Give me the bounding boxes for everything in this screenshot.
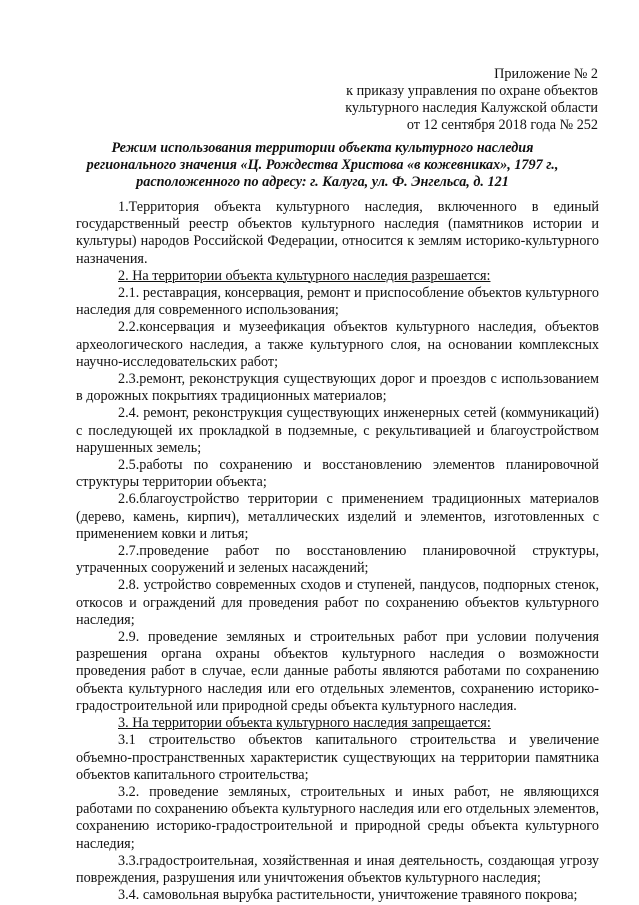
paragraph-2-1: 2.1. реставрация, консервация, ремонт и приспособление объектов культурного наследия для современного использования; [76,285,599,319]
paragraph-1: 1.Территория объекта культурного наследия, включенного в единый государственный реестр объектов культурного наследия (памятников истории и культуры) народов Российской Федерации, относится к землям историко-культурного назначения. [76,199,599,267]
document-body [76,199,599,904]
document-title: Режим использования территории объекта культурного наследия регионального значения «Ц. Рождества Христова «в кожевниках», 1797 г., расположенного по адресу: г. Калуга, ул. Ф. Энгельса, д. 121 [86,140,559,190]
paragraph-2-5: 2.5.работы по сохранению и восстановлению элементов планировочной структуры территории объекта; [76,457,599,491]
section-2-heading: 2. На территории объекта культурного наследия разрешается: [118,267,491,284]
paragraph-2-6: 2.6.благоустройство территории с применением традиционных материалов (дерево, камень, кирпич), металлических изделий и элементов, изготовленных с применением ковки и литья; [76,491,599,542]
annex-order-line: к приказу управления по охране объектов [346,83,598,99]
paragraph-2-9: 2.9. проведение земляных и строительных работ при условии получения разрешения органа охраны объектов культурного наследия о возможности проведения работ в случае, если данные работы являются работами по сохранению объекта культурного наследия или его отдельных элементов, сохранению историко-градостроительной или природной среды объекта культурного наследия. [76,629,599,714]
paragraph-2-2: 2.2.консервация и музеефикация объектов культурного наследия, объектов археологического наследия, а также культурного слоя, на основании комплексных научно-исследовательских работ; [76,319,599,370]
paragraph-2-3: 2.3.ремонт, реконструкция существующих дорог и проездов с использованием в дорожных покрытиях традиционных материалов; [76,371,599,405]
paragraph-2-4: 2.4. ремонт, реконструкция существующих инженерных сетей (коммуникаций) с последующей их прокладкой в подземные, с рекультивацией и благоустройством нарушенных земель; [76,405,599,456]
paragraph-2-7: 2.7.проведение работ по восстановлению планировочной структуры, утраченных сооружений и зеленых насаждений; [76,543,599,577]
paragraph-3-4: 3.4. самовольная вырубка растительности, уничтожение травяного покрова; [118,887,578,904]
section-3-heading: 3. На территории объекта культурного наследия запрещается: [118,715,491,732]
annex-number: Приложение № 2 [494,66,598,82]
paragraph-3-3: 3.3.градостроительная, хозяйственная и иная деятельность, создающая угрозу повреждения, разрушения или уничтожения объектов культурного наследия; [76,852,599,886]
annex-date-line: от 12 сентября 2018 года № 252 [406,117,598,133]
annex-header [268,66,598,134]
paragraph-3-2: 3.2. проведение земляных, строительных и иных работ, не являющихся работами по сохранению объекта культурного наследия или его отдельных элементов, сохранению историко-градостроительной и природной среды объекта культурного наследия; [76,783,599,852]
paragraph-2-8: 2.8. устройство современных сходов и ступеней, пандусов, подпорных стенок, откосов и ограждений для проведения работ по сохранению объектов культурного наследия; [76,577,599,628]
annex-authority-line: культурного наследия Калужской области [345,100,598,116]
paragraph-3-1: 3.1 строительство объектов капитального строительства и увеличение объемно-пространственных характеристик существующих на территории памятника объектов капитального строительства; [76,732,599,783]
